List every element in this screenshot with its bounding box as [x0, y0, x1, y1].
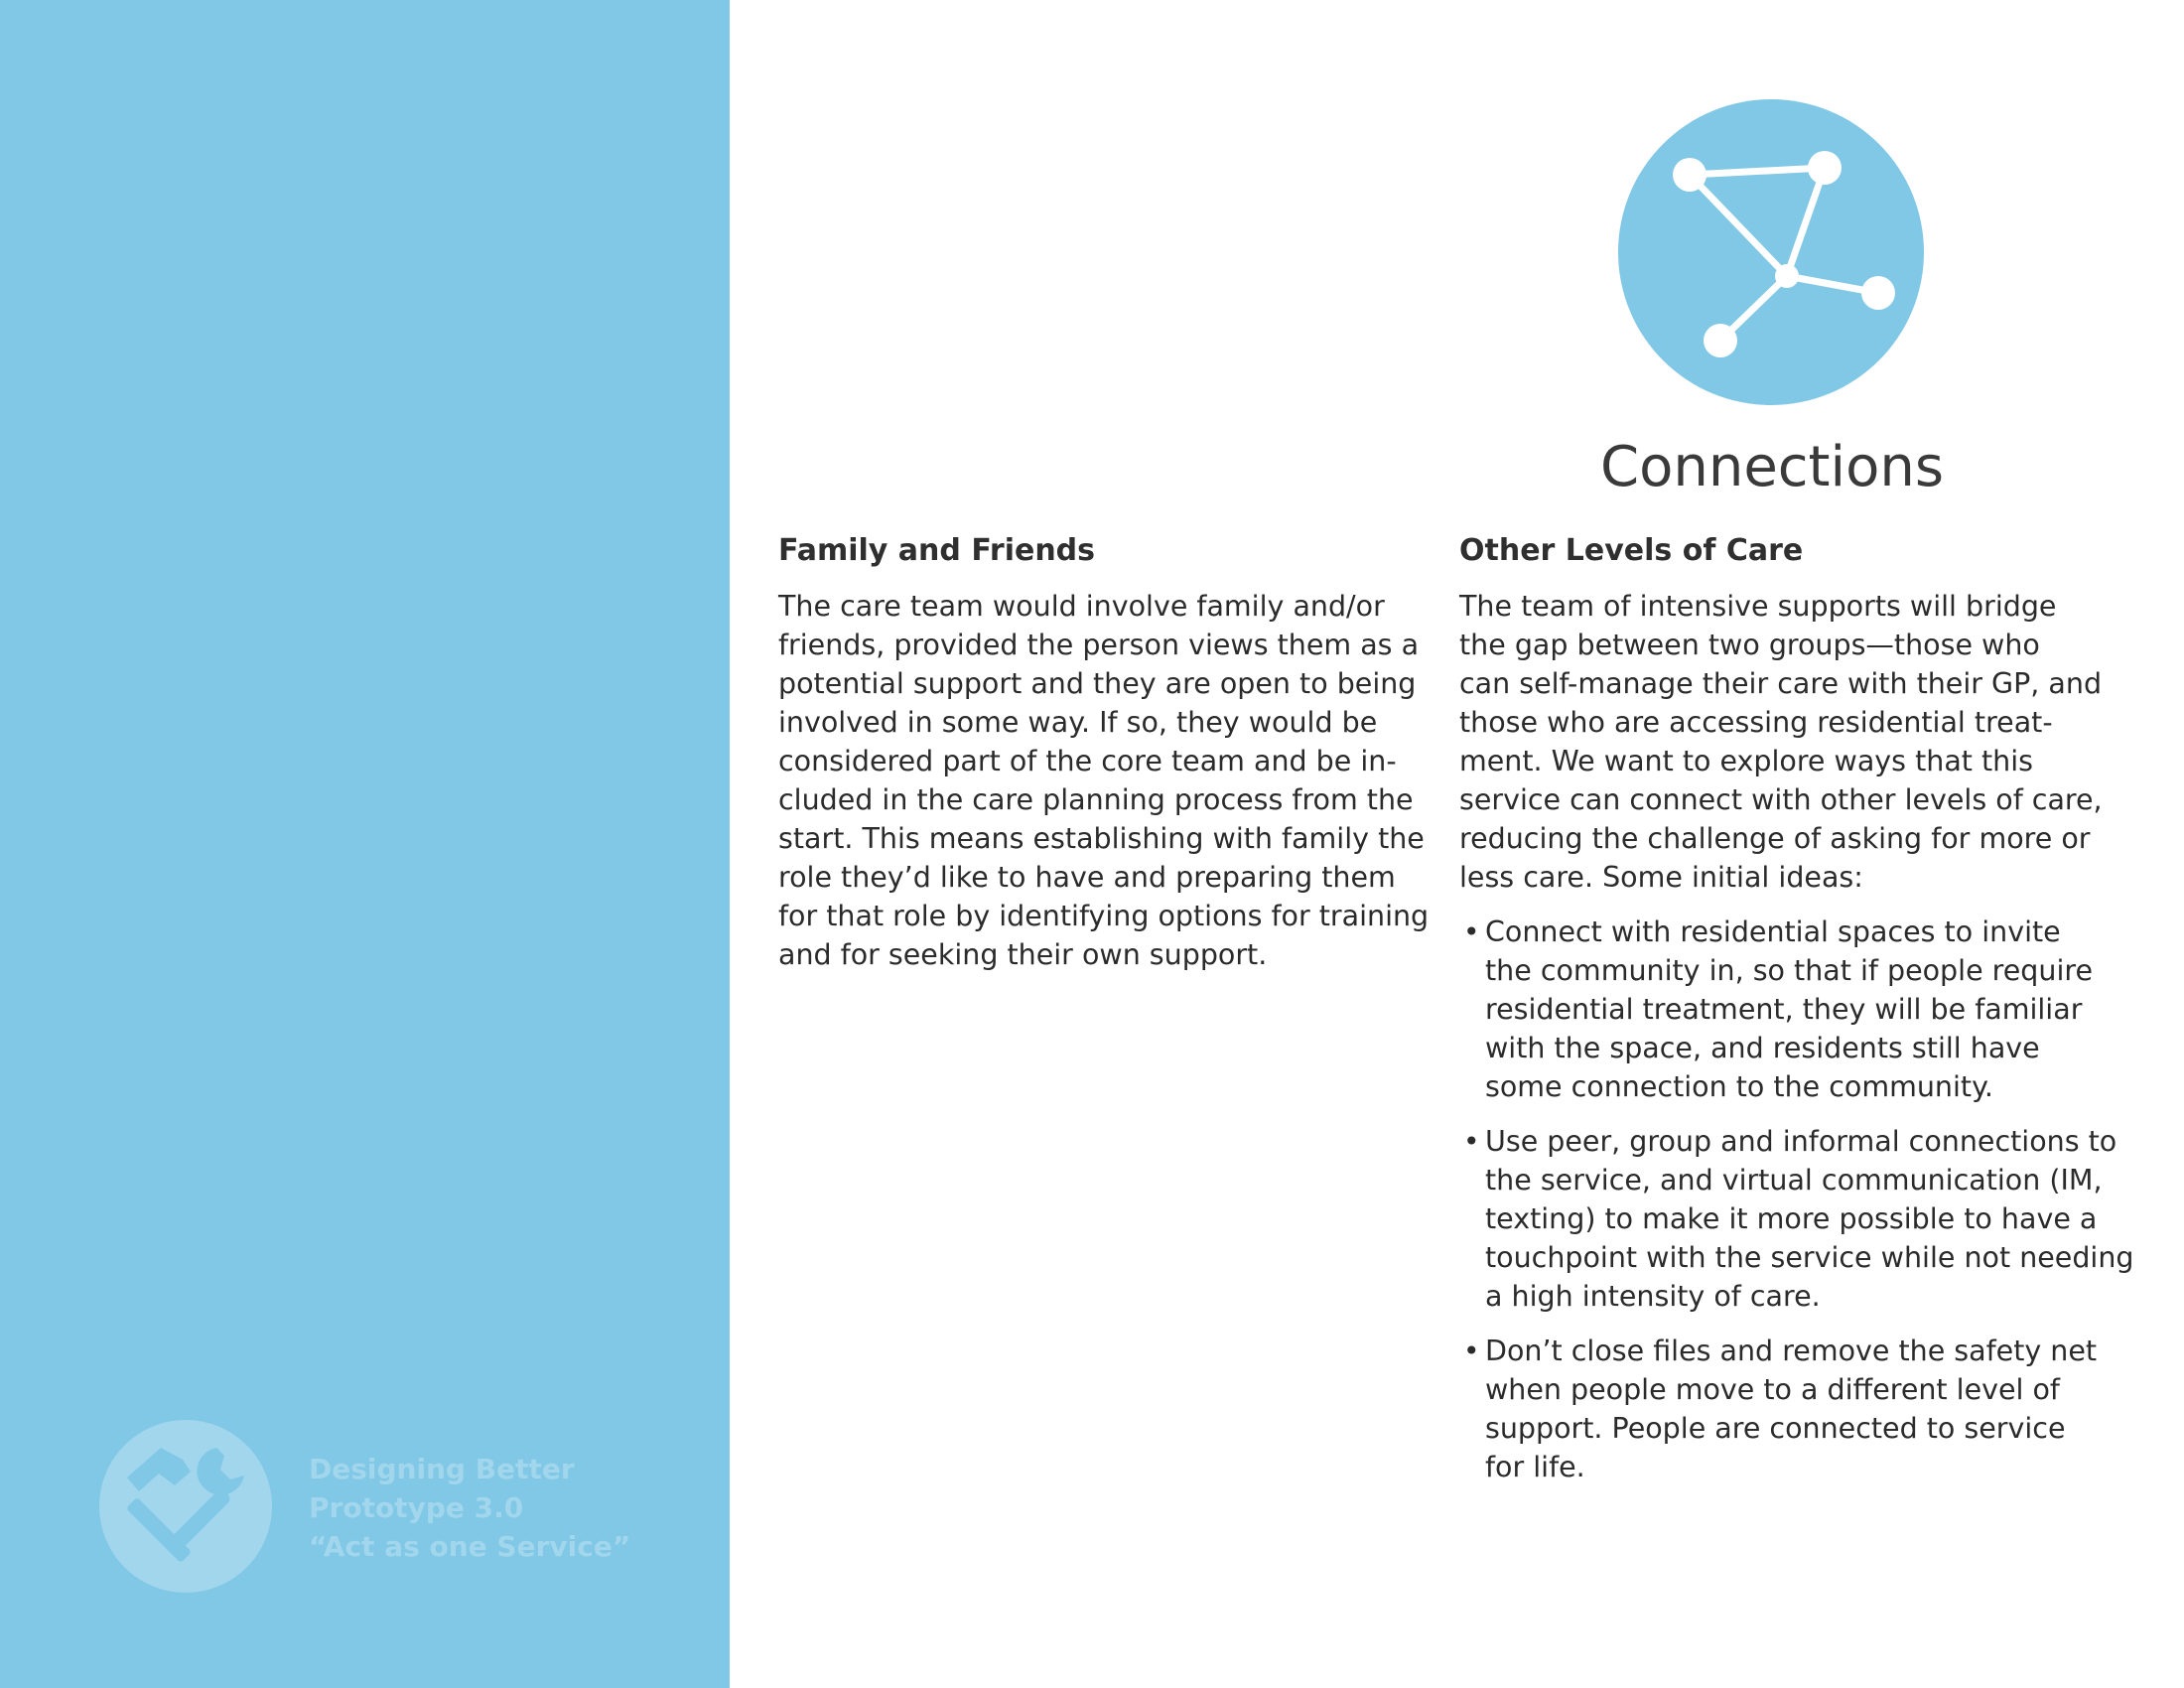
badge-line-2: Prototype 3.0 [309, 1491, 524, 1524]
paragraph-line: cluded in the care planning process from the [778, 783, 1414, 816]
paragraph-line: reducing the challenge of asking for more or [1459, 822, 2091, 855]
other-levels-section [1459, 531, 2134, 1502]
badge-label [309, 1450, 630, 1566]
list-item-line: touchpoint with the service while not needing [1485, 1241, 2134, 1274]
list-item [1459, 913, 2095, 1106]
list-item-line: residential treatment, they will be familiar [1485, 993, 2083, 1026]
list-item-line: a high intensity of care. [1485, 1280, 1821, 1313]
list-item-line: for life. [1485, 1451, 1585, 1483]
list-item-line: texting) to make it more possible to have a [1485, 1202, 2098, 1235]
list-item-line: support. People are connected to service [1485, 1412, 2066, 1445]
bullet-marker: • [1463, 1125, 1480, 1158]
list-item-line: Don’t close files and remove the safety net [1485, 1335, 2098, 1367]
list-item-line: with the space, and residents still have [1485, 1032, 2040, 1064]
paragraph-line: can self-manage their care with their GP, and [1459, 667, 2103, 700]
paragraph-line: involved in some way. If so, they would be [778, 706, 1378, 739]
hammer-wrench-icon [99, 1420, 272, 1593]
list-item-line: the community in, so that if people require [1485, 954, 2093, 987]
section-heading-family-friends: Family and Friends [778, 533, 1096, 568]
list-item-line: some connection to the community. [1485, 1070, 1993, 1103]
paragraph-line: considered part of the core team and be in- [778, 745, 1397, 777]
badge-line-1: Designing Better [309, 1453, 575, 1485]
paragraph-line: service can connect with other levels of care, [1459, 783, 2103, 816]
paragraph-line: The team of intensive supports will bridge [1459, 590, 2057, 623]
paragraph-line: role they’d like to have and preparing them [778, 861, 1396, 894]
paragraph-line: and for seeking their own support. [778, 938, 1268, 971]
bullet-marker: • [1463, 1335, 1480, 1367]
paragraph-line: ment. We want to explore ways that this [1459, 745, 2034, 777]
section-heading-other-levels: Other Levels of Care [1459, 533, 1804, 568]
sidebar-panel [0, 0, 730, 1688]
list-item-line: Connect with residential spaces to invite [1485, 915, 2061, 948]
paragraph-line: potential support and they are open to being [778, 667, 1417, 700]
ideas-list [1459, 913, 2134, 1486]
list-item [1459, 1122, 2134, 1316]
page-title: Connections [1599, 435, 1945, 499]
paragraph-line: those who are accessing residential treat- [1459, 706, 2053, 739]
list-item-line: Use peer, group and informal connections to [1485, 1125, 2117, 1158]
paragraph-line: start. This means establishing with family the [778, 822, 1425, 855]
family-friends-paragraph [778, 587, 1430, 974]
badge-line-3: “Act as one Service” [309, 1530, 631, 1563]
paragraph-line: friends, provided the person views them as a [778, 629, 1420, 661]
paragraph-line: for that role by identifying options for training [778, 900, 1430, 932]
network-nodes-icon [1618, 99, 1924, 405]
paragraph-line: less care. Some initial ideas: [1459, 861, 1863, 894]
bullet-marker: • [1463, 915, 1480, 948]
family-friends-section [778, 531, 1430, 974]
list-item-line: the service, and virtual communication (IM, [1485, 1164, 2103, 1196]
paragraph-line: the gap between two groups—those who [1459, 629, 2040, 661]
list-item [1459, 1332, 2098, 1486]
list-item-line: when people move to a different level of [1485, 1373, 2060, 1406]
paragraph-line: The care team would involve family and/or [778, 590, 1385, 623]
other-levels-paragraph [1459, 587, 2103, 897]
